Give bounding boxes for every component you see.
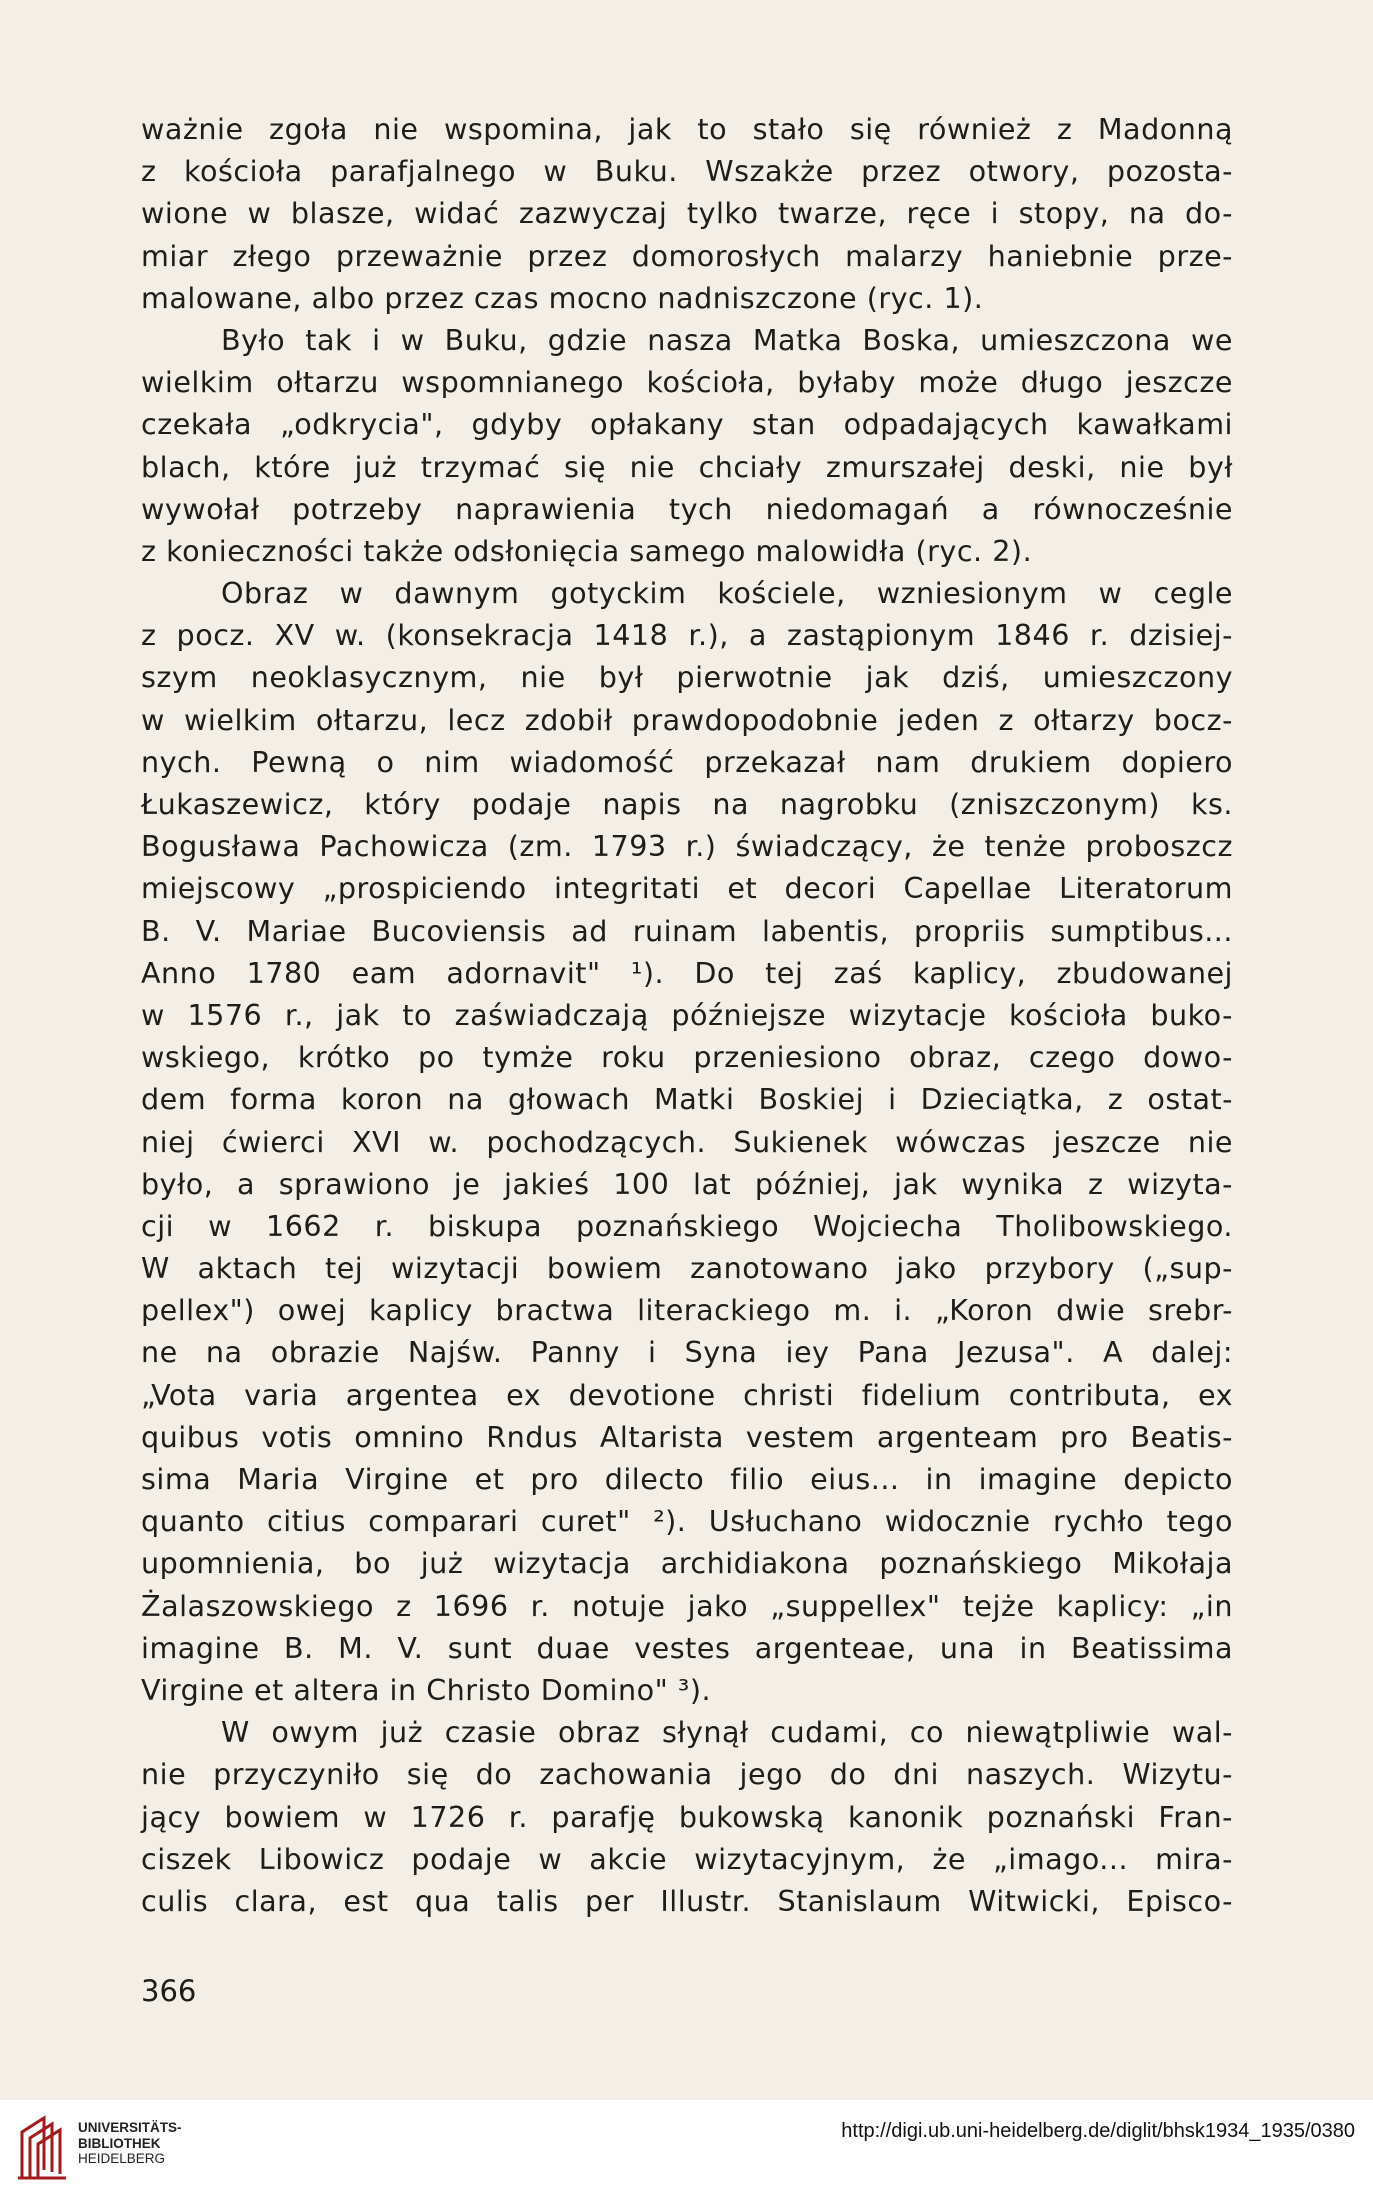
text-line: z pocz. XV w. (konsekracja 1418 r.), a zastąpionym 1846 r. dzisiej- [141, 618, 1233, 653]
text-line: quibus votis omnino Rndus Altarista vestem argenteam pro Beatis- [141, 1419, 1233, 1454]
library-name-line: BIBLIOTHEK [78, 2135, 161, 2151]
library-logo-icon [14, 2112, 74, 2184]
text-line: wskiego, krótko po tymże roku przeniesiono obraz, czego dowo- [141, 1040, 1233, 1075]
text-line: Virgine et altera in Christo Domino" ³). [141, 1672, 712, 1707]
text-line: W owym już czasie obraz słynął cudami, co niewątpliwie wal- [221, 1715, 1233, 1750]
text-line: Było tak i w Buku, gdzie nasza Matka Boska, umieszczona we [221, 322, 1233, 357]
text-line: B. V. Mariae Bucoviensis ad ruinam labentis, propriis sumptibus... [141, 913, 1233, 948]
text-line: Żalaszowskiego z 1696 r. notuje jako „suppellex" tejże kaplicy: „in [141, 1588, 1233, 1623]
library-name-line: UNIVERSITÄTS- [78, 2120, 182, 2135]
text-line: z kościoła parafjalnego w Buku. Wszakże przez otwory, pozosta- [141, 154, 1233, 189]
text-line: Anno 1780 eam adornavit" ¹). Do tej zaś kaplicy, zbudowanej [141, 955, 1233, 990]
text-line: blach, które już trzymać się nie chciały zmurszałej deski, nie był [141, 449, 1233, 484]
source-url-link[interactable]: http://digi.ub.uni-heidelberg.de/diglit/bhsk1934_1935/0380 [841, 2120, 1355, 2142]
text-line: nych. Pewną o nim wiadomość przekazał nam drukiem dopiero [141, 744, 1233, 779]
text-line: czekała „odkrycia", gdyby opłakany stan odpadających kawałkami [141, 407, 1233, 442]
text-line: pellex") owej kaplicy bractwa literackiego m. i. „Koron dwie srebr- [141, 1293, 1233, 1328]
text-line: z konieczności także odsłonięcia samego malowidła (ryc. 2). [141, 533, 1033, 568]
text-line: upomnienia, bo już wizytacja archidiakona poznańskiego Mikołaja [141, 1546, 1233, 1581]
text-line: ciszek Libowicz podaje w akcie wizytacyjnym, że „imago... mira- [141, 1841, 1233, 1876]
page-number: 366 [141, 1974, 197, 2008]
text-line: malowane, albo przez czas mocno nadniszczone (ryc. 1). [141, 280, 984, 315]
text-line: w wielkim ołtarzu, lecz zdobił prawdopodobnie jeden z ołtarzy bocz- [141, 702, 1233, 737]
text-line: w 1576 r., jak to zaświadczają późniejsze wizytacje kościoła buko- [141, 997, 1233, 1032]
library-name-line: HEIDELBERG [78, 2151, 166, 2166]
text-line: nie przyczyniło się do zachowania jego do dni naszych. Wizytu- [141, 1757, 1233, 1792]
text-line: wione w blasze, widać zazwyczaj tylko twarze, ręce i stopy, na do- [141, 196, 1233, 231]
text-line: Obraz w dawnym gotyckim kościele, wzniesionym w cegle [221, 576, 1233, 611]
text-line: szym neoklasycznym, nie był pierwotnie jak dziś, umieszczony [141, 660, 1233, 695]
text-line: imagine B. M. V. sunt duae vestes argenteae, una in Beatissima [141, 1630, 1233, 1665]
body-text [141, 108, 1233, 1922]
text-line: wielkim ołtarzu wspomnianego kościoła, byłaby może długo jeszcze [141, 365, 1233, 400]
text-line: cji w 1662 r. biskupa poznańskiego Wojciecha Tholibowskiego. [141, 1208, 1233, 1243]
text-line: W aktach tej wizytacji bowiem zanotowano jako przybory („sup- [141, 1251, 1233, 1286]
text-line: sima Maria Virgine et pro dilecto filio eius... in imagine depicto [141, 1462, 1233, 1496]
text-line: „Vota varia argentea ex devotione christi fidelium contributa, ex [141, 1377, 1233, 1412]
text-line: miar złego przeważnie przez domorosłych malarzy haniebnie prze- [141, 238, 1233, 273]
library-name [78, 2120, 182, 2167]
text-line: miejscowy „prospiciendo integritati et decori Capellae Literatorum [141, 871, 1233, 906]
text-line: niej ćwierci XVI w. pochodzących. Sukienek wówczas jeszcze nie [141, 1124, 1233, 1159]
text-line: Łukaszewicz, który podaje napis na nagrobku (zniszczonym) ks. [141, 787, 1233, 821]
text-line: dem forma koron na głowach Matki Boskiej i Dzieciątka, z ostat- [141, 1082, 1233, 1117]
text-line: ne na obrazie Najśw. Panny i Syna iey Pana Jezusa". A dalej: [141, 1335, 1233, 1370]
text-line: było, a sprawiono je jakieś 100 lat później, jak wynika z wizyta- [141, 1166, 1233, 1201]
text-line: quanto citius comparari curet" ²). Usłuchano widocznie rychło tego [141, 1504, 1233, 1539]
text-line: jący bowiem w 1726 r. parafję bukowską kanonik poznański Fran- [141, 1799, 1233, 1834]
text-line: culis clara, est qua talis per Illustr. Stanislaum Witwicki, Episco- [141, 1883, 1233, 1918]
text-line: wywołał potrzeby naprawienia tych niedomagań a równocześnie [141, 491, 1233, 526]
text-line: ważnie zgoła nie wspomina, jak to stało się również z Madonną [141, 112, 1233, 146]
text-line: Bogusława Pachowicza (zm. 1793 r.) świadczący, że tenże proboszcz [141, 829, 1233, 864]
footer-bar [0, 2100, 1373, 2199]
